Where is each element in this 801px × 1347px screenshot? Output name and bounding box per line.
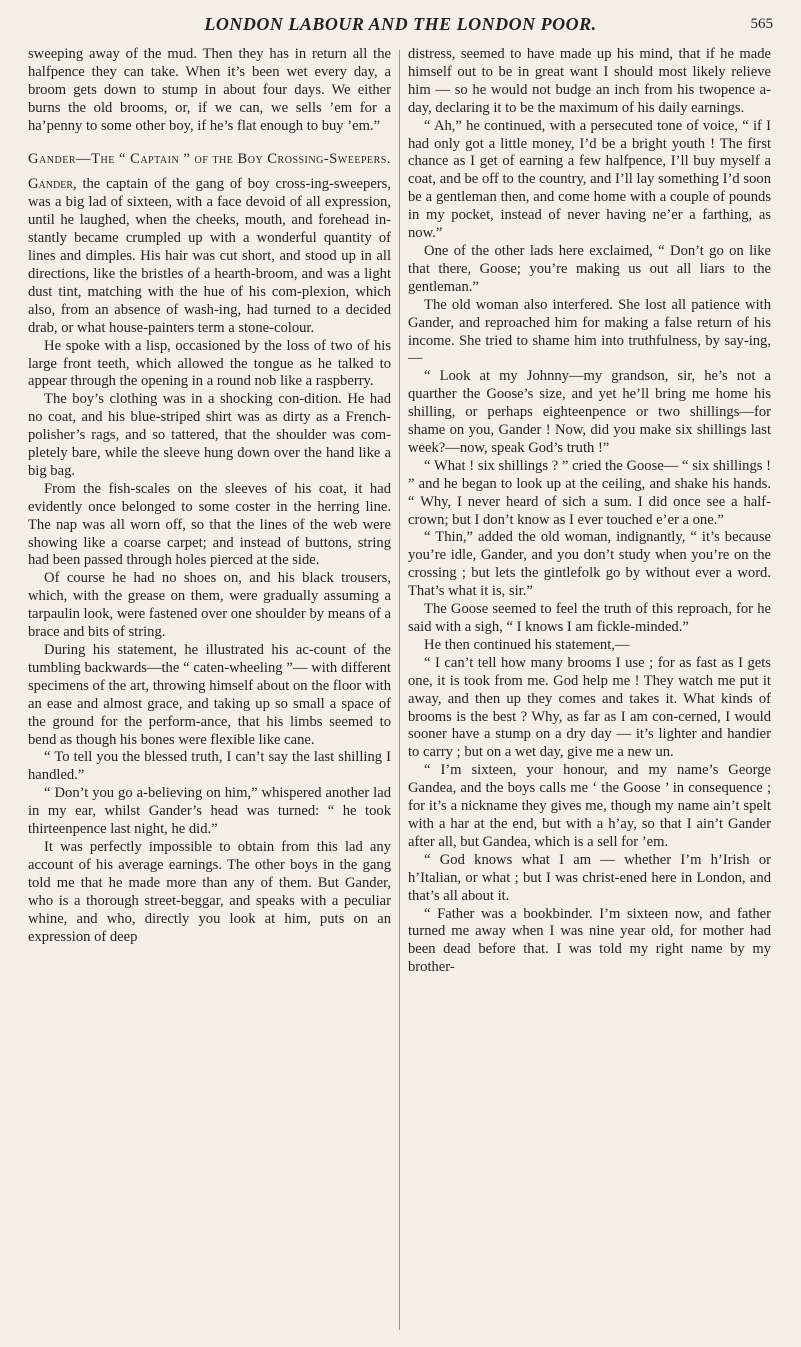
paragraph: sweeping away of the mud. Then they has in return all the halfpence they can take. When it’s been wet every day, a broom gets down to stump in about four days. We either burns the old brooms, or, if we can, we sells ’em for a ha’penny to some other boy, if he’s flat enough to buy ’em.”	[28, 46, 391, 134]
section-heading: Gander—The “ Captain ” of the Boy Crossing-Sweepers.	[28, 150, 391, 167]
paragraph: The boy’s clothing was in a shocking con-dition. He had no coat, and his blue-striped shirt was as dirty as a French-polisher’s rags, and so tattered, that the shoulder was com-pletely bare, while the sleeve hung down over the hand like a big bag.	[28, 391, 391, 479]
paragraph: distress, seemed to have made up his mind, that if he made himself out to be in great want I should most likely relieve him — so he would not budge an inch from his twopence a-day, declaring it to be the maximum of his daily earnings.	[408, 46, 771, 116]
paragraph: The old woman also interfered. She lost all patience with Gander, and reproached him for making a false return of his income. She tried to shame him into truthfulness, by say-ing,—	[408, 296, 771, 367]
paragraph: “ Don’t you go a-believing on him,” whispered another lad in my ear, whilst Gander’s head was turned: “ he took thirteenpence last night, he did.”	[28, 785, 391, 838]
paragraph: “ I can’t tell how many brooms I use ; for as fast as I gets one, it is took from me. God help me ! They watch me put it away, and then up they comes and takes it. What kinds of brooms is the best ? Why, as far as I am con-cerned, I would sooner have a stump on a dry day — it’s lighter and handier to carry ; but on a wet day, give me a new un.	[408, 654, 771, 761]
paragraph: “ Thin,” added the old woman, indignantly, “ it’s because you’re idle, Gander, and you don’t study when you’re on the crossing ; but lets the gintlefolk go by without ever a word. That’s what it is, sir.”	[408, 529, 771, 600]
running-title: LONDON LABOUR AND THE LONDON POOR.	[204, 14, 597, 34]
paragraph: Of course he had no shoes on, and his black trousers, which, with the grease on them, were gradually assuming a tarpaulin look, were fastened over one shoulder by means of a brace and bits of string.	[28, 570, 391, 641]
paragraph: He then continued his statement,—	[424, 636, 630, 653]
paragraph: “ Father was a bookbinder. I’m sixteen now, and father turned me away when I was nine year old, for mother had been dead before that. I was told my right name by my brother-	[408, 905, 771, 976]
paragraph: One of the other lads here exclaimed, “ Don’t go on like that there, Goose; you’re making us out all liars to the gentleman.”	[408, 242, 771, 295]
paragraph: He spoke with a lisp, occasioned by the loss of two of his large front teeth, which allowed the tongue as he talked to appear through the opening in a round nob like a raspberry.	[28, 337, 391, 390]
paragraph: “ Ah,” he continued, with a persecuted tone of voice, “ if I had only got a little money, I’d be a bright youth ! The first chance as I get of earning a few halfpence, I’ll buy myself a coat, and be off to the country, and I’ll lay something I’d soon be a gentleman then, and come home with a couple of pounds in my pocket, instead of never having ne’er a farthing, as now.”	[408, 117, 771, 242]
column-divider	[399, 50, 400, 1330]
paragraph: “ I’m sixteen, your honour, and my name’s George Gandea, and the boys calls me ‘ the Goose ’ in consequence ; for it’s a nickname they gives me, though my name ain’t spelt with a har at the end, but with a h’ay, so that I ain’t Gander after all, but Gandea, which is a sell for ’em.	[408, 762, 771, 850]
paragraph: During his statement, he illustrated his ac-count of the tumbling backwards—the “ caten-wheeling ”— with different specimens of the art, throwing himself about on the floor with an ease and almost grace, and taking up so small a space of the ground for the perform-ance, that his limbs seemed to bend as though his bones were flexible like cane.	[28, 642, 391, 748]
paragraph: It was perfectly impossible to obtain from this lad any account of his average earnings. The other boys in the gang told me that he made more than any of them. But Gander, who is a thorough street-beggar, and speaks with a peculiar whine, and who, directly you look at him, puts on an expression of deep	[28, 838, 391, 945]
paragraph: “ What ! six shillings ? ” cried the Goose— “ six shillings ! ” and he began to look up at the ceiling, and shake his hands. “ Why, I never heard of sich a sum. I did once see a half-crown; but I don’t know as I ever touched e’er a one.”	[408, 457, 771, 528]
paragraph: “ Look at my Johnny—my grandson, sir, he’s not a quarther the Goose’s size, and yet he’ll bring me home his shilling, or perhaps eighteenpence or two shillings—for shame on you, Gander ! Now, did you make six shillings last week?—now, speak God’s truth !”	[408, 368, 771, 456]
left-column	[28, 46, 391, 1336]
paragraph: The Goose seemed to feel the truth of this reproach, for he said with a sigh, “ I knows I am fickle-minded.”	[408, 601, 771, 635]
running-header	[0, 14, 801, 44]
paragraph: “ To tell you the blessed truth, I can’t say the last shilling I handled.”	[28, 749, 391, 784]
right-column	[408, 46, 771, 1336]
paragraph-text: the captain of the gang of boy cross-ing-sweepers, was a big lad of sixteen, with a face devoid of all expression, until he laughed, when the cheeks, mouth, and forehead in-stantly became crumpled up with a wonderful quantity of lines and dimples. His hair was cut short, and stood up in all directions, like the bristles of a hearth-broom, and was a light dust tint, matching with the hue of his com-plexion, which also, from an absence of wash-ing, had turned to a decided drab, or what house-painters term a stone-colour.	[28, 176, 391, 336]
page-number: 565	[750, 16, 773, 32]
paragraph	[28, 176, 391, 337]
paragraph: From the fish-scales on the sleeves of his coat, it had evidently once belonged to some coster in the herring line. The nap was all worn off, so that the lines of the web were showing like a coarse carpet; and instead of buttons, string had been passed through holes pierced at the side.	[28, 480, 391, 569]
lead-word: Gander,	[28, 176, 77, 193]
paragraph: “ God knows what I am — whether I’m h’Irish or h’Italian, or what ; but I was christ-ened here in London, and that’s all about it.	[408, 851, 771, 904]
